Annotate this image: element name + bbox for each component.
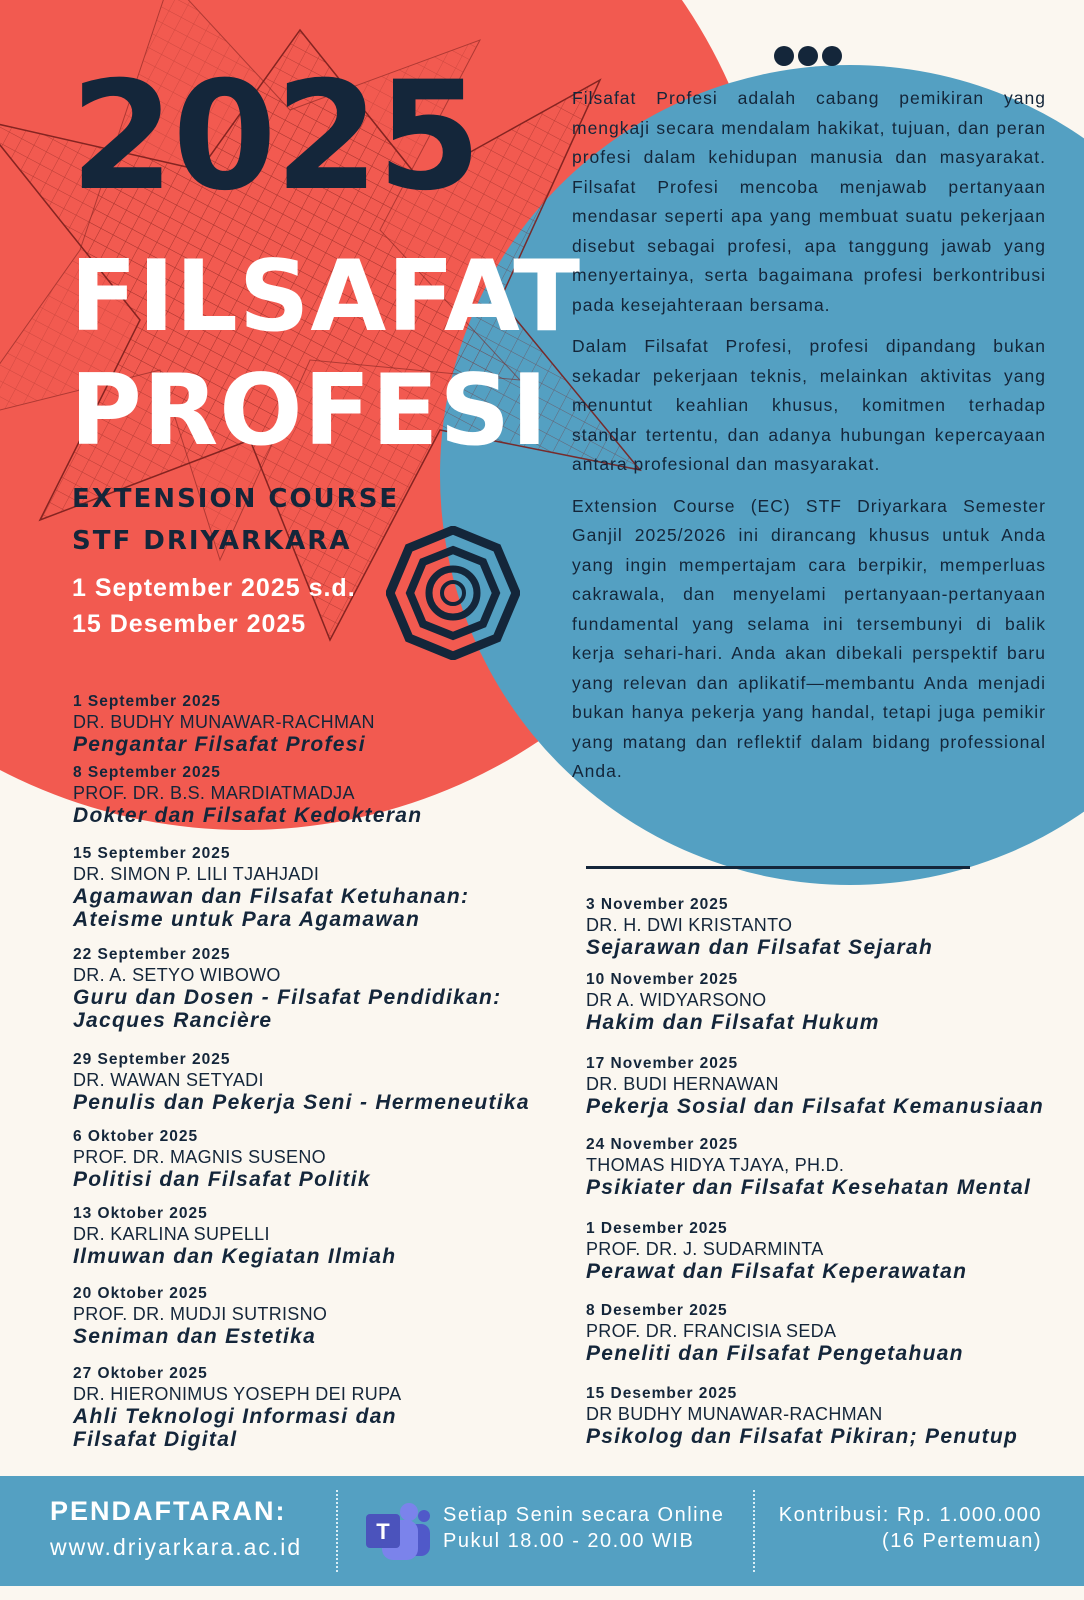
session-date: 27 Oktober 2025	[73, 1365, 208, 1382]
description-paragraph: Extension Course (EC) STF Driyarkara Semester Ganjil 2025/2026 ini dirancang khusus untuk Anda yang ingin mempertajam cara berpikir, memperluas cakrawala, dan menyelami pertanyaan-pertanyaan fundamental yang selama ini tersembunyi di balik kerja sehari-hari. Anda akan dibekali perspektif baru yang relevan dan aplikatif—membantu Anda menjadi bukan hanya pekerja yang handal, tetapi juga pemikir yang matang dan reflektif dalam bidang professional Anda.	[572, 495, 1046, 781]
session-topic: Ahli Teknologi Informasi dan Filsafat Digital	[73, 1405, 397, 1451]
schedule-right-column	[586, 896, 1076, 1448]
session-speaker: DR. HIERONIMUS YOSEPH DEI RUPA	[73, 1384, 402, 1404]
session-item	[586, 1055, 1076, 1118]
dot-icon	[774, 46, 794, 66]
session-item	[73, 693, 563, 756]
session-topic: Sejarawan dan Filsafat Sejarah	[586, 936, 934, 959]
session-speaker: PROF. DR. MAGNIS SUSENO	[73, 1147, 326, 1167]
session-topic: Politisi dan Filsafat Politik	[73, 1168, 371, 1191]
microsoft-teams-icon	[366, 1500, 432, 1562]
session-speaker: DR BUDHY MUNAWAR-RACHMAN	[586, 1404, 883, 1424]
session-item	[73, 1128, 563, 1191]
session-item	[586, 1385, 1076, 1448]
session-item	[586, 971, 1076, 1034]
date-range-start: 1 September 2025 s.d.	[72, 574, 356, 602]
fee-sessions: (16 Pertemuan)	[882, 1530, 1042, 1552]
session-speaker: DR. BUDHY MUNAWAR-RACHMAN	[73, 712, 375, 732]
schedule-info	[443, 1502, 724, 1554]
footer-separator	[753, 1490, 755, 1572]
session-topic: Psikolog dan Filsafat Pikiran; Penutup	[586, 1425, 1019, 1448]
session-date: 15 September 2025	[73, 845, 231, 862]
session-topic: Agamawan dan Filsafat Ketuhanan: Ateisme untuk Para Agamawan	[73, 885, 470, 931]
session-item	[586, 896, 1076, 959]
registration-title: PENDAFTARAN:	[50, 1496, 287, 1526]
title-line-2: PROFESI	[70, 354, 549, 468]
session-speaker: DR. SIMON P. LILI TJAHJADI	[73, 864, 320, 884]
session-topic: Psikiater dan Filsafat Kesehatan Mental	[586, 1176, 1032, 1199]
session-date: 13 Oktober 2025	[73, 1205, 208, 1222]
session-speaker: DR. H. DWI KRISTANTO	[586, 915, 793, 935]
session-speaker: PROF. DR. FRANCISIA SEDA	[586, 1321, 837, 1341]
teams-letter: T	[376, 1519, 390, 1544]
session-topic: Peneliti dan Filsafat Pengetahuan	[586, 1342, 964, 1365]
schedule-left-column	[73, 693, 563, 1451]
fee-info	[779, 1502, 1042, 1554]
session-item	[73, 845, 563, 931]
session-speaker: THOMAS HIDYA TJAYA, PH.D.	[586, 1155, 845, 1175]
session-item	[73, 1365, 563, 1451]
section-divider	[586, 866, 970, 869]
session-speaker: PROF. DR. MUDJI SUTRISNO	[73, 1304, 328, 1324]
session-date: 6 Oktober 2025	[73, 1128, 199, 1145]
date-range-end: 15 Desember 2025	[72, 610, 307, 638]
session-item	[73, 1285, 563, 1348]
session-topic: Guru dan Dosen - Filsafat Pendidikan: Jacques Rancière	[73, 986, 502, 1032]
dot-icon	[798, 46, 818, 66]
session-item	[73, 764, 563, 827]
session-date: 1 Desember 2025	[586, 1220, 728, 1237]
subtitle-line-2: STF DRIYARKARA	[72, 526, 352, 556]
session-date: 3 November 2025	[586, 896, 729, 913]
stf-driyarkara-logo	[386, 526, 520, 660]
session-item	[73, 1205, 563, 1268]
schedule-day: Setiap Senin secara Online	[443, 1504, 725, 1526]
session-date: 20 Oktober 2025	[73, 1285, 208, 1302]
session-speaker: DR. A. SETYO WIBOWO	[73, 965, 281, 985]
subtitle-line-1: EXTENSION COURSE	[72, 484, 400, 514]
session-item	[586, 1136, 1076, 1199]
session-item	[73, 1051, 563, 1114]
session-speaker: PROF. DR. J. SUDARMINTA	[586, 1239, 824, 1259]
session-topic: Pekerja Sosial dan Filsafat Kemanusiaan	[586, 1095, 1045, 1118]
session-speaker: DR. KARLINA SUPELLI	[73, 1224, 270, 1244]
session-topic: Hakim dan Filsafat Hukum	[586, 1011, 880, 1034]
title-line-1: FILSAFAT	[70, 240, 582, 354]
year-heading: 2025	[70, 50, 480, 224]
registration-link[interactable]: www.driyarkara.ac.id	[50, 1534, 303, 1560]
dot-icon	[822, 46, 842, 66]
session-item	[73, 946, 563, 1032]
session-topic: Dokter dan Filsafat Kedokteran	[73, 804, 423, 827]
decorative-dots	[774, 46, 842, 66]
session-date: 29 September 2025	[73, 1051, 231, 1068]
session-date: 22 September 2025	[73, 946, 231, 963]
session-date: 15 Desember 2025	[586, 1385, 738, 1402]
session-date: 8 Desember 2025	[586, 1302, 728, 1319]
description-paragraph: Dalam Filsafat Profesi, profesi dipandang bukan sekadar pekerjaan teknis, melainkan aktivitas yang menuntut keahlian khusus, komitmen terhadap standar tertentu, dan adanya hubungan kepercayaan antara profesional dan masyarakat.	[572, 336, 1046, 474]
session-topic: Pengantar Filsafat Profesi	[73, 733, 366, 756]
session-speaker: DR. WAWAN SETYADI	[73, 1070, 264, 1090]
session-speaker: DR A. WIDYARSONO	[586, 990, 767, 1010]
session-speaker: PROF. DR. B.S. MARDIATMADJA	[73, 783, 355, 803]
session-topic: Penulis dan Pekerja Seni - Hermeneutika	[73, 1091, 530, 1114]
session-date: 10 November 2025	[586, 971, 739, 988]
footer-bar	[0, 1476, 1084, 1586]
schedule-time: Pukul 18.00 - 20.00 WIB	[443, 1530, 695, 1552]
session-item	[586, 1302, 1076, 1365]
fee-amount: Kontribusi: Rp. 1.000.000	[778, 1504, 1042, 1526]
session-item	[586, 1220, 1076, 1283]
session-date: 17 November 2025	[586, 1055, 739, 1072]
footer-separator	[336, 1490, 338, 1572]
description-paragraph: Filsafat Profesi adalah cabang pemikiran yang mengkaji secara mendalam hakikat, tujuan, dan peran profesi dalam kehidupan manusia dan masyarakat. Filsafat Profesi mencoba menjawab pertanyaan mendasar seperti apa yang membuat suatu pekerjaan disebut sebagai profesi, apa tanggung jawab yang menyertainya, serta bagaimana profesi berkontribusi pada kesejahteraan bersama.	[572, 88, 1046, 315]
session-date: 1 September 2025	[73, 693, 221, 710]
session-topic: Ilmuwan dan Kegiatan Ilmiah	[73, 1245, 397, 1268]
session-topic: Perawat dan Filsafat Keperawatan	[586, 1260, 968, 1283]
course-description	[572, 84, 1046, 799]
session-topic: Seniman dan Estetika	[73, 1325, 317, 1348]
session-date: 24 November 2025	[586, 1136, 739, 1153]
session-speaker: DR. BUDI HERNAWAN	[586, 1074, 779, 1094]
session-date: 8 September 2025	[73, 764, 221, 781]
